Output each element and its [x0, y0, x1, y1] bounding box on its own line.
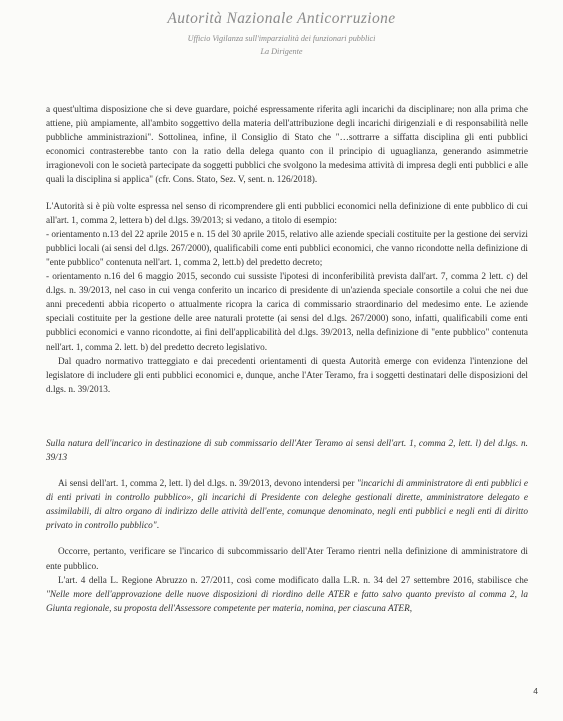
paragraph-definizione-end: .: [156, 521, 159, 532]
paragraph-legge-regionale-quote: "Nelle more dell'approvazione delle nuove disposizioni di riordino delle ATER e fatto salvo quanto previsto al comma 2, la Giunta regionale, su proposta dell'Assessore competente per materia, nomina, per ciascuna ATER,: [46, 589, 528, 614]
paragraph-quadro-normativo: Dal quadro normativo tratteggiato e dai precedenti orientamenti di questa Autorità emerge con evidenza l'intenzione del legislatore di includere gli enti pubblici economici e, dunque, anche l'Ater Teramo, fra i soggetti destinatari delle disposizioni del d.lgs. n. 39/2013.: [46, 356, 528, 395]
paragraph-orientamento-13: - orientamento n.13 del 22 aprile 2015 e n. 15 del 30 aprile 2015, relativo alle aziende speciali costituite per la gestione dei servizi pubblici locali (ai sensi del d.lgs. 267/2000), qualificabili come enti pubblici economici, che vanno ricondotte nella definizione di "ente pubblico" contenuta nell'art. 1, comma 2, lett.b) del predetto decreto;: [46, 229, 528, 268]
paragraph-legge-regionale-lead: L'art. 4 della L. Regione Abruzzo n. 27/2011, così come modificato dalla L.R. n. 34 del 27 settembre 2016, stabilisce che: [58, 575, 528, 586]
paragraph-verifica: Occorre, pertanto, verificare se l'incarico di subcommissario dell'Ater Teramo rientri nella definizione di amministratore di ente pubblico.: [46, 547, 528, 572]
section-heading: Sulla natura dell'incarico in destinazione di sub commissario dell'Ater Teramo ai sensi dell'art. 1, comma 2, lett. l) del d.lgs. n. 39/13: [46, 438, 528, 463]
paragraph-definizione: [46, 477, 528, 533]
paragraph-consiglio-stato: a quest'ultima disposizione che si deve guardare, poiché espressamente riferita agli incarichi da disciplinare; non alla prima che attiene, più ampiamente, all'ambito soggettivo della materia dell'attribuzione degli incarichi dirigenziali e di responsabilità nelle pubbliche amministrazioni". Sottolinea, infine, il Consiglio di Stato che "…sottrarre a siffatta disciplina gli enti pubblici economici contrasterebbe tanto con la ratio della delega quanto con il principio di uguaglianza, generando asimmetrie irragionevoli con le società partecipate da soggetti pubblici che svolgono la medesima attività di impresa degli enti pubblici e alle quali la disciplina si applica" (cfr. Cons. Stato, Sez. V, sent. n. 126/2018).: [46, 105, 528, 186]
page-number: 4: [533, 686, 538, 696]
document-body: [46, 103, 528, 616]
letterhead-role: La Dirigente: [260, 47, 303, 56]
letterhead-office: Ufficio Vigilanza sull'imparzialità dei funzionari pubblici: [187, 34, 376, 43]
letterhead-org: Autorità Nazionale Anticorruzione: [167, 10, 396, 27]
paragraph-autorita: L'Autorità si è più volte espressa nel senso di ricomprendere gli enti pubblici economici nella definizione di ente pubblico di cui all'art. 1, comma 2, lettera b) del d.lgs. 39/2013; si vedano, a titolo di esempio:: [46, 201, 528, 226]
paragraph-definizione-quote: "incarichi di amministratore di enti pubblici e di enti privati in controllo pubblico», gli incarichi di Presidente con deleghe gestionali dirette, amministratore delegato e assimilabili, di altro organo di indirizzo delle attività dell'ente, comunque denominato, negli enti pubblici e negli enti di diritto privato in controllo pubblico": [46, 479, 528, 532]
letterhead: [0, 10, 563, 56]
paragraph-legge-regionale: [46, 574, 528, 616]
paragraph-definizione-lead: Ai sensi dell'art. 1, comma 2, lett. l) del d.lgs. n. 39/2013, devono intendersi per: [58, 479, 357, 490]
paragraph-orientamento-16: - orientamento n.16 del 6 maggio 2015, secondo cui sussiste l'ipotesi di inconferibilità prevista dall'art. 7, comma 2 lett. c) del d.lgs. n. 39/2013, nel caso in cui venga conferito un incarico di presidente di un'azienda speciale consortile a colui che nei due anni precedenti abbia ricoperto o attualmente ricopra la carica di commissario straordinario del medesimo ente. Le aziende speciali costituite per la gestione delle aree naturali protette (ai sensi del d.lgs. 267/2000) sono, infatti, qualificabili come enti pubblici economici e vanno ricondotte, ai fini dell'applicabilità del d.lgs. 39/2013, nella definizione di "ente pubblico" contenuta nell'art. 1, comma 2. lett. b) del predetto decreto legislativo.: [46, 272, 528, 353]
